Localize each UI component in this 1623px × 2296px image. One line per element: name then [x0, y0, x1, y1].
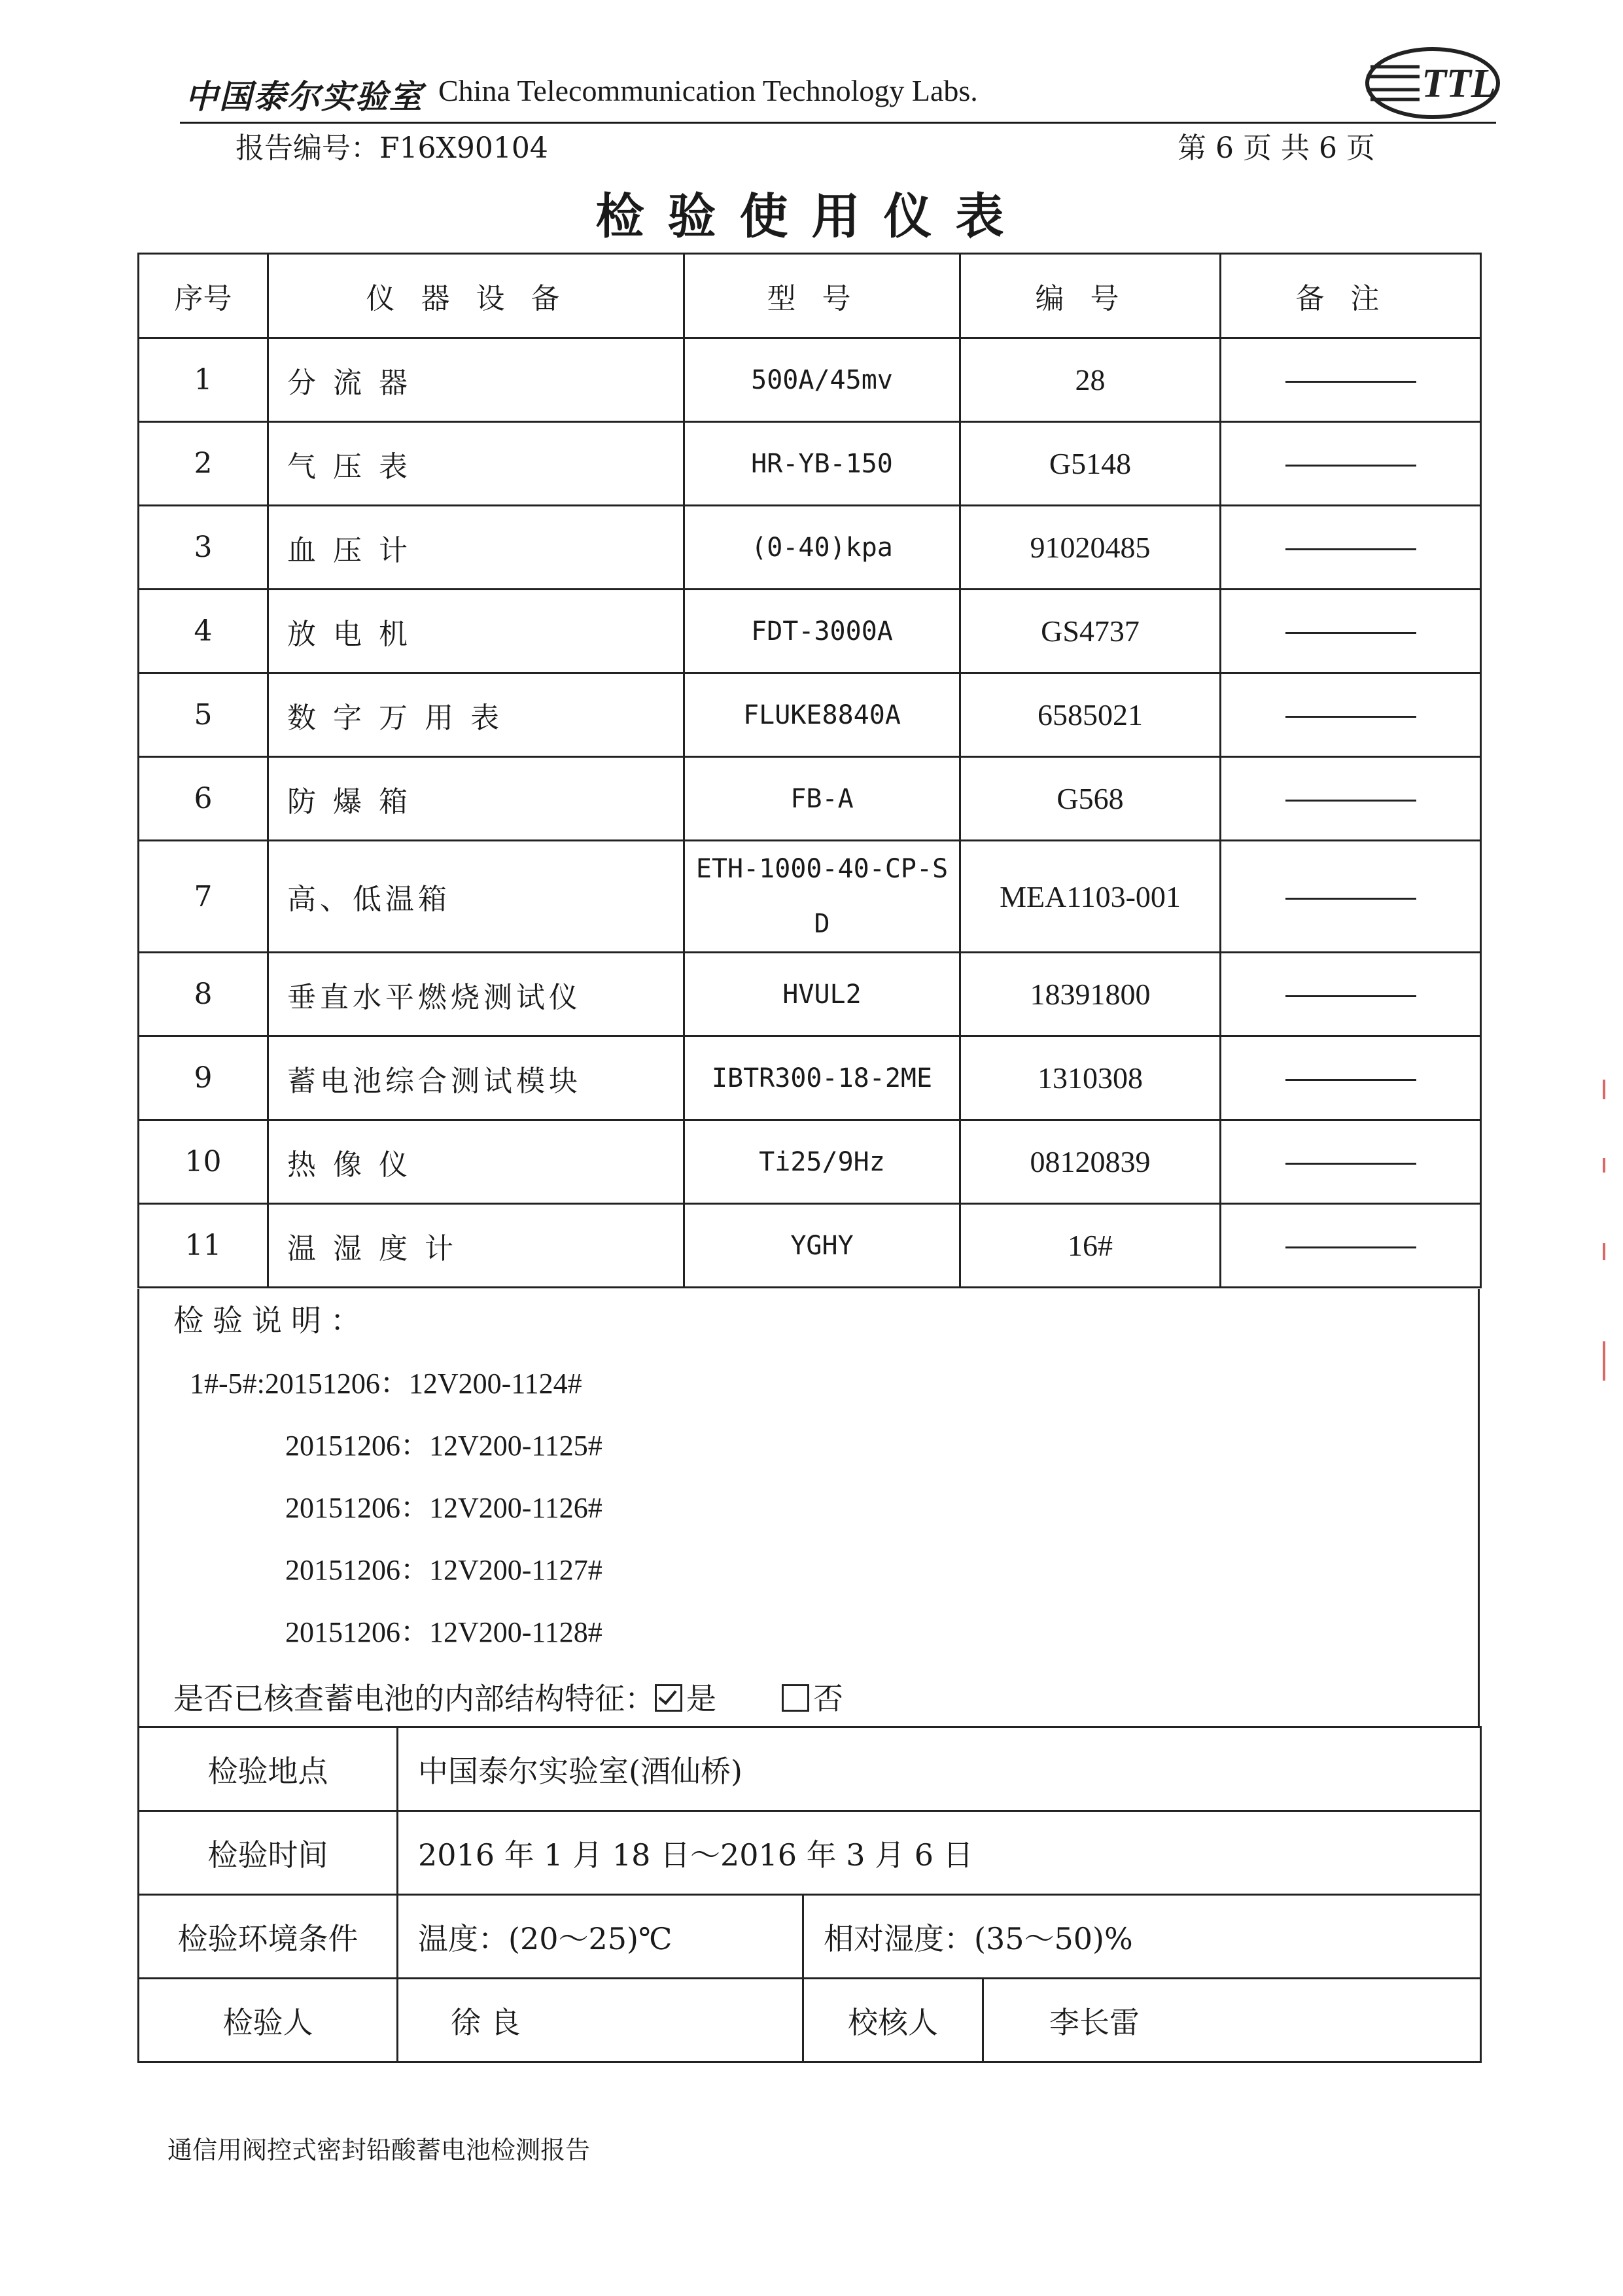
equipment-code: 16# [960, 1204, 1221, 1288]
time-row [139, 1811, 1481, 1895]
remarks-cell [1221, 757, 1481, 841]
remarks-cell [1221, 590, 1481, 673]
header-divider [180, 122, 1496, 124]
inspector-label: 检验人 [139, 1979, 398, 2062]
remarks-dash [1285, 995, 1416, 997]
equipment-model: YGHY [684, 1204, 960, 1288]
equipment-model: FB-A [684, 757, 960, 841]
header-serial: 序号 [139, 254, 268, 338]
note-line: 1#-5#:20151206：12V200-1124# [190, 1368, 582, 1400]
row-number: 8 [139, 953, 268, 1036]
remarks-dash [1285, 632, 1416, 634]
equipment-model: (0-40)kpa [684, 506, 960, 590]
remarks-dash [1285, 465, 1416, 467]
row-number: 4 [139, 590, 268, 673]
remarks-cell [1221, 1204, 1481, 1288]
table-row [139, 506, 1481, 590]
equipment-model: Ti25/9Hz [684, 1120, 960, 1204]
table-row [139, 1204, 1481, 1288]
remarks-cell [1221, 1036, 1481, 1120]
remarks-cell [1221, 506, 1481, 590]
row-number: 9 [139, 1036, 268, 1120]
temperature-value: 温度：(20～25)℃ [398, 1895, 803, 1979]
location-row [139, 1727, 1481, 1811]
instrument-table-header [139, 254, 1481, 338]
remarks-dash [1285, 800, 1416, 802]
equipment-name: 防 爆 箱 [268, 757, 684, 841]
notes-label: 检验说明： [173, 1303, 370, 1338]
brand-name-chinese: 中国泰尔实验室 [185, 77, 423, 116]
reviewer-label: 校核人 [803, 1979, 983, 2062]
header-code: 编号 [960, 254, 1221, 338]
ttl-logo [1357, 41, 1508, 126]
report-number: 报告编号：F16X90104 [236, 132, 548, 165]
remarks-cell [1221, 422, 1481, 506]
equipment-code: GS4737 [960, 590, 1221, 673]
note-line: 20151206：12V200-1128# [285, 1616, 602, 1648]
table-row [139, 953, 1481, 1036]
no-checkbox[interactable] [782, 1684, 809, 1712]
remarks-cell [1221, 953, 1481, 1036]
instrument-table [137, 253, 1482, 1288]
equipment-name: 气 压 表 [268, 422, 684, 506]
location-label: 检验地点 [139, 1727, 398, 1811]
header-equipment: 仪器设备 [268, 254, 684, 338]
no-label: 否 [813, 1681, 843, 1716]
table-row [139, 422, 1481, 506]
equipment-name: 温 湿 度 计 [268, 1204, 684, 1288]
equipment-name: 热 像 仪 [268, 1120, 684, 1204]
equipment-model: HR-YB-150 [684, 422, 960, 506]
equipment-name: 垂直水平燃烧测试仪 [268, 953, 684, 1036]
margin-marks [1601, 1080, 1608, 1433]
equipment-name: 分 流 器 [268, 338, 684, 422]
remarks-dash [1285, 548, 1416, 550]
table-row [139, 1036, 1481, 1120]
equipment-model: FDT-3000A [684, 590, 960, 673]
inspector-name: 徐 良 [398, 1979, 803, 2062]
equipment-name: 血 压 计 [268, 506, 684, 590]
note-line: 20151206：12V200-1127# [285, 1554, 602, 1586]
remarks-dash [1285, 716, 1416, 718]
row-number: 1 [139, 338, 268, 422]
header-model: 型号 [684, 254, 960, 338]
environment-label: 检验环境条件 [139, 1895, 398, 1979]
equipment-model: 500A/45mv [684, 338, 960, 422]
equipment-code: G5148 [960, 422, 1221, 506]
footer-report-name: 通信用阀控式密封铅酸蓄电池检测报告 [167, 2136, 591, 2164]
table-row [139, 841, 1481, 953]
row-number: 2 [139, 422, 268, 506]
note-line: 20151206：12V200-1125# [285, 1430, 602, 1462]
table-row [139, 1120, 1481, 1204]
row-number: 10 [139, 1120, 268, 1204]
environment-row [139, 1895, 1481, 1979]
humidity-value: 相对湿度：(35～50)% [803, 1895, 1481, 1979]
table-row [139, 673, 1481, 757]
remarks-dash [1285, 381, 1416, 383]
structure-check-line [173, 1675, 843, 1718]
equipment-code: 1310308 [960, 1036, 1221, 1120]
equipment-code: 18391800 [960, 953, 1221, 1036]
table-row [139, 590, 1481, 673]
row-number: 3 [139, 506, 268, 590]
remarks-dash [1285, 1163, 1416, 1165]
equipment-model: HVUL2 [684, 953, 960, 1036]
equipment-code: 6585021 [960, 673, 1221, 757]
equipment-code: G568 [960, 757, 1221, 841]
location-value: 中国泰尔实验室(酒仙桥) [398, 1727, 1481, 1811]
equipment-code: 08120839 [960, 1120, 1221, 1204]
equipment-model: IBTR300-18-2ME [684, 1036, 960, 1120]
table-row [139, 338, 1481, 422]
row-number: 11 [139, 1204, 268, 1288]
equipment-model: ETH-1000-40-CP-SD [684, 841, 960, 953]
remarks-cell [1221, 338, 1481, 422]
yes-label: 是 [686, 1681, 716, 1716]
row-number: 5 [139, 673, 268, 757]
signature-row [139, 1979, 1481, 2062]
row-number: 6 [139, 757, 268, 841]
reviewer-name: 李长雷 [983, 1979, 1481, 2062]
equipment-code: 91020485 [960, 506, 1221, 590]
table-row [139, 757, 1481, 841]
equipment-code: 28 [960, 338, 1221, 422]
structure-check-question: 是否已核查蓄电池的内部结构特征： [173, 1681, 655, 1716]
remarks-cell [1221, 673, 1481, 757]
time-value: 2016 年 1 月 18 日～2016 年 3 月 6 日 [398, 1811, 1481, 1895]
yes-checkbox[interactable] [655, 1684, 682, 1712]
equipment-code: MEA1103-001 [960, 841, 1221, 953]
brand-name-english: China Telecommunication Technology Labs. [438, 74, 978, 107]
equipment-name: 高、低温箱 [268, 841, 684, 953]
ttl-logo-text: TTL [1422, 62, 1496, 106]
remarks-dash [1285, 1079, 1416, 1081]
remarks-dash [1285, 1246, 1416, 1248]
equipment-name: 蓄电池综合测试模块 [268, 1036, 684, 1120]
remarks-cell [1221, 841, 1481, 953]
remarks-cell [1221, 1120, 1481, 1204]
equipment-model: FLUKE8840A [684, 673, 960, 757]
equipment-name: 放 电 机 [268, 590, 684, 673]
equipment-name: 数 字 万 用 表 [268, 673, 684, 757]
note-line: 20151206：12V200-1126# [285, 1492, 602, 1524]
time-label: 检验时间 [139, 1811, 398, 1895]
row-number: 7 [139, 841, 268, 953]
remarks-dash [1285, 898, 1416, 900]
page-title: 检验使用仪表 [595, 188, 1028, 245]
page-indicator: 第 6 页 共 6 页 [1178, 132, 1375, 165]
header-remarks: 备注 [1221, 254, 1481, 338]
inspection-info-table [137, 1726, 1482, 2063]
